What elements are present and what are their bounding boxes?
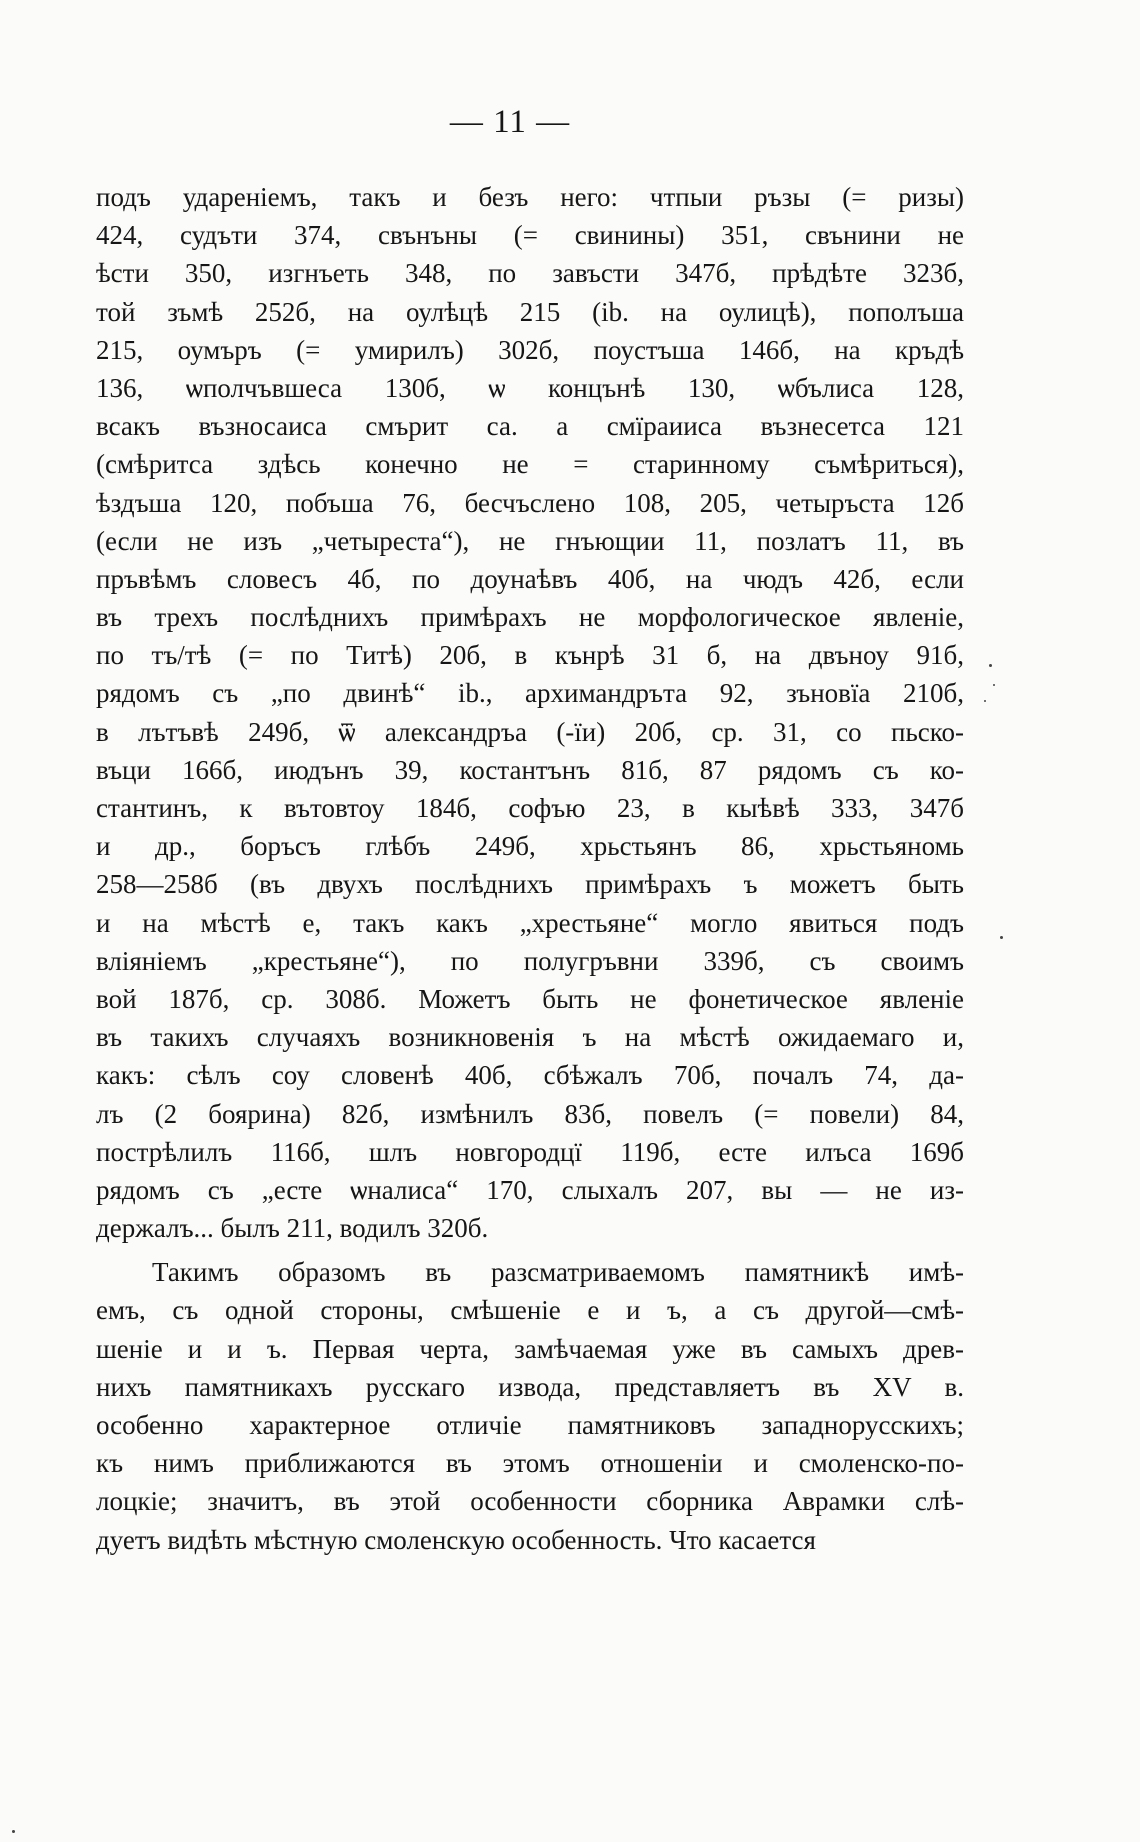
text-line: подъ удареніемъ, такъ и безъ него: чтпыи ръзы (= ризы) — [96, 182, 964, 212]
print-speck — [989, 664, 992, 667]
text-line: (смѣритса здѣсь конечно не = старинному съмѣриться), — [96, 449, 964, 480]
text-line: нихъ памятникахъ русскаго извода, представляетъ въ XV в. — [96, 1371, 964, 1402]
text-line: и на мѣстѣ е, такъ какъ „хрестьяне“ могло явиться подъ — [96, 907, 964, 938]
text-line: всакъ възносаиса смърит са. а смїраииса възнесетса 121 — [96, 411, 964, 442]
text-line: держалъ... былъ 211, водилъ 320б. — [96, 1213, 489, 1244]
text-line: 136, ѡполчъвшеса 130б, ѡ концънѣ 130, ѡбълиса 128, — [96, 372, 964, 403]
text-line: Такимъ образомъ въ разсматриваемомъ памятникѣ имѣ- — [152, 1257, 964, 1288]
text-line: шеніе и и ъ. Первая черта, замѣчаемая уже въ самыхъ древ- — [96, 1333, 964, 1364]
text-line: къ нимъ приближаются въ этомъ отношеніи и смоленско-по- — [96, 1448, 964, 1479]
text-line: какъ: сѣлъ соу словенѣ 40б, сбѣжалъ 70б, почалъ 74, да- — [96, 1060, 964, 1091]
text-line: въ такихъ случаяхъ возникновенія ъ на мѣстѣ ожидаемаго и, — [96, 1022, 964, 1053]
text-line: (если не изъ „четыреста“), не гнъющии 11, позлатъ 11, въ — [96, 525, 964, 556]
body-text — [96, 178, 964, 1559]
text-line: въци 166б, июдънъ 39, костантънъ 81б, 87 рядомъ съ ко- — [96, 754, 964, 785]
print-speck — [1000, 936, 1003, 939]
text-line: вліяніемъ „крестьяне“), по полугръвни 339б, съ своимъ — [96, 945, 964, 976]
text-line: стантинъ, к вътовтоу 184б, софъю 23, в кыѣвѣ 333, 347б — [96, 793, 964, 823]
text-line: въ трехъ послѣднихъ примѣрахъ не морфологическое явленіе, — [96, 602, 964, 633]
text-line: емъ, съ одной стороны, смѣшеніе е и ъ, а съ другой—смѣ- — [96, 1295, 964, 1326]
print-speck — [993, 684, 995, 686]
text-line: пръвѣмъ словесъ 4б, по доунаѣвъ 40б, на чюдъ 42б, если — [96, 563, 964, 594]
text-line: лъ (2 боярина) 82б, измѣнилъ 83б, повелъ (= повели) 84, — [96, 1098, 964, 1129]
page-number: — 11 — — [449, 104, 571, 140]
text-line: 215, оумъръ (= умирилъ) 302б, поустъша 146б, на кръдѣ — [96, 334, 964, 365]
text-line: 258—258б (въ двухъ послѣднихъ примѣрахъ ъ можетъ быть — [96, 869, 964, 900]
text-line: ѣздъша 120, побъша 76, бесчъслено 108, 205, четыръста 12б — [96, 487, 964, 518]
text-line: той зъмѣ 252б, на оулѣцѣ 215 (ib. на оулицѣ), пополъша — [96, 296, 964, 327]
text-line: и др., боръсъ глѣбъ 249б, хрьстьянъ 86, хрьстьяномь — [96, 831, 964, 862]
text-line: особенно характерное отличіе памятниковъ западнорусскихъ; — [96, 1410, 964, 1440]
text-line: рядомъ съ „есте ѡналиса“ 170, слыхалъ 207, вы — не из- — [96, 1174, 964, 1205]
text-line: дуетъ видѣть мѣстную смоленскую особенность. Что касается — [96, 1524, 816, 1555]
print-speck — [984, 700, 986, 702]
text-line: ѣсти 350, изгнъеть 348, по завъсти 347б, прѣдѣте 323б, — [96, 258, 964, 289]
text-line: по тъ/тѣ (= по Титѣ) 20б, в кънрѣ 31 б, на двъноу 91б, — [96, 640, 964, 671]
text-line: вой 187б, ср. 308б. Можетъ быть не фонетическое явленіе — [96, 983, 964, 1014]
text-line: рядомъ съ „по двинѣ“ ib., архимандръта 92, зъновїа 210б, — [96, 678, 964, 709]
print-speck — [12, 1830, 15, 1833]
text-line: в лътъвѣ 249б, ѿ александръа (-їи) 20б, ср. 31, со пьско- — [96, 716, 964, 747]
text-line: лоцкіе; значитъ, въ этой особенности сборника Аврамки слѣ- — [96, 1486, 964, 1517]
text-line: пострѣлилъ 116б, шлъ новгородцї 119б, есте илъса 169б — [96, 1136, 964, 1167]
text-line: 424, судъти 374, свънъны (= свинины) 351, свънини не — [96, 220, 964, 251]
